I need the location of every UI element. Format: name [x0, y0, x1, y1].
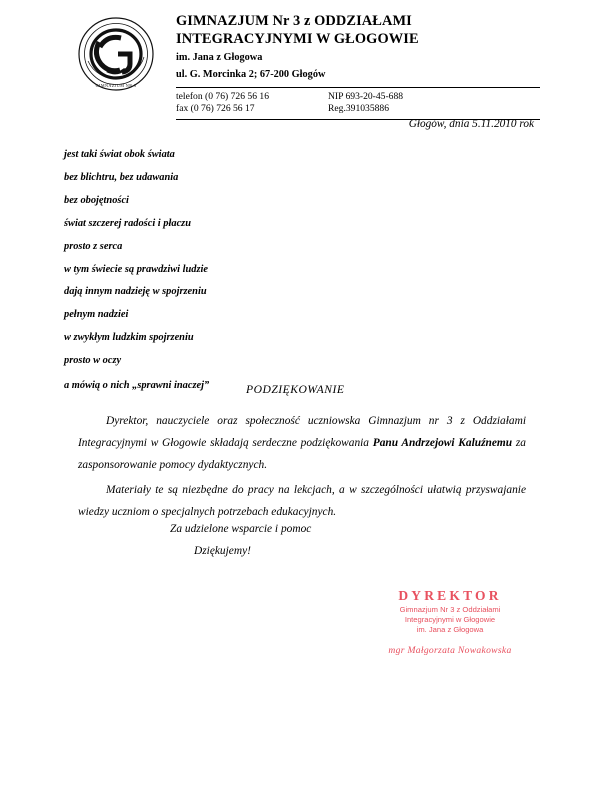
logo-svg	[77, 16, 155, 92]
poem-line: świat szczerej radości i płaczu	[64, 217, 192, 229]
place-and-date: Głogów, dnia 5.11.2010 rok	[408, 118, 534, 130]
stamp-line-2: Integracyjnymi w Głogowie	[404, 614, 496, 624]
poem-line: w zwykłym ludzkim spojrzeniu	[64, 332, 194, 344]
contact-regon: Reg.391035886	[328, 103, 390, 115]
body-p1-pre: Dyrektor, nauczyciele oraz społeczność uczniowska Gimnazjum nr 3 z Oddziałami Integracyjnymi w Głogowie składają serdeczne podziękowania	[78, 415, 526, 450]
document-heading: PODZIĘKOWANIE	[246, 383, 345, 396]
contact-nip: NIP 693-20-45-688	[328, 90, 404, 102]
stamp-line-3: im. Jana z Głogowa	[416, 624, 484, 634]
body-p1-post: za zasponsorowanie pomocy dydaktycznych.	[78, 437, 526, 472]
svg-text:GIMNAZJUM NR 3: GIMNAZJUM NR 3	[95, 83, 137, 88]
poem-line: dają innym nadzieję w spojrzeniu	[64, 286, 207, 298]
body-p1-recipient: Panu Andrzejowi Kaluźnemu	[372, 437, 513, 450]
poem-last-line: a mówią o nich „sprawni inaczej”	[64, 379, 210, 391]
stamp-line-1: Gimnazjum Nr 3 z Oddziałami	[399, 605, 501, 614]
signature-name: mgr Małgorzata Nowakowska	[388, 644, 512, 656]
letterhead-divider-top	[176, 87, 540, 88]
letter-closing	[170, 518, 311, 562]
contact-phone: telefon (0 76) 726 56 16	[176, 90, 269, 102]
letterhead-text	[170, 12, 540, 120]
contact-left	[176, 91, 328, 116]
school-logo-emblem	[77, 16, 155, 92]
contact-fax: fax (0 76) 726 56 17	[176, 103, 255, 115]
letterhead	[62, 12, 540, 120]
poem-line: w tym świecie są prawdziwi ludzie	[64, 263, 209, 275]
letter-body	[78, 410, 526, 525]
poem-line: bez blichtru, bez udawania	[64, 171, 179, 183]
school-logo	[62, 12, 170, 92]
stamp-details	[360, 605, 540, 635]
poem-line: pełnym nadziei	[64, 309, 129, 321]
stamp-title: DYREKTOR	[398, 588, 502, 603]
school-address: ul. G. Morcinka 2; 67-200 Głogów	[176, 68, 326, 80]
school-title-line2: INTEGRACYJNYMI W GŁOGOWIE	[176, 31, 419, 47]
school-title-line1: GIMNAZJUM Nr 3 z ODDZIAŁAMI	[176, 13, 412, 29]
director-stamp	[360, 588, 540, 656]
body-paragraph-1	[78, 410, 526, 477]
body-paragraph-2: Materiały te są niezbędne do pracy na lekcjach, a w szczególności ułatwią przyswajanie wiedzy uczniom o specjalnych potrzebach edukacyjnych.	[78, 483, 526, 518]
poem-line: jest taki świat obok świata	[64, 149, 175, 160]
closing-line-2: Dziękujemy!	[194, 545, 251, 558]
contact-right	[328, 91, 540, 116]
poem-line: bez obojętności	[64, 194, 129, 206]
poem-line: prosto w oczy	[64, 355, 122, 367]
school-patron: im. Jana z Głogowa	[176, 52, 263, 63]
poem-block	[64, 150, 394, 403]
closing-line-1: Za udzielone wsparcie i pomoc	[170, 523, 312, 535]
letterhead-contact	[176, 91, 540, 116]
poem-line: prosto z serca	[64, 240, 123, 252]
